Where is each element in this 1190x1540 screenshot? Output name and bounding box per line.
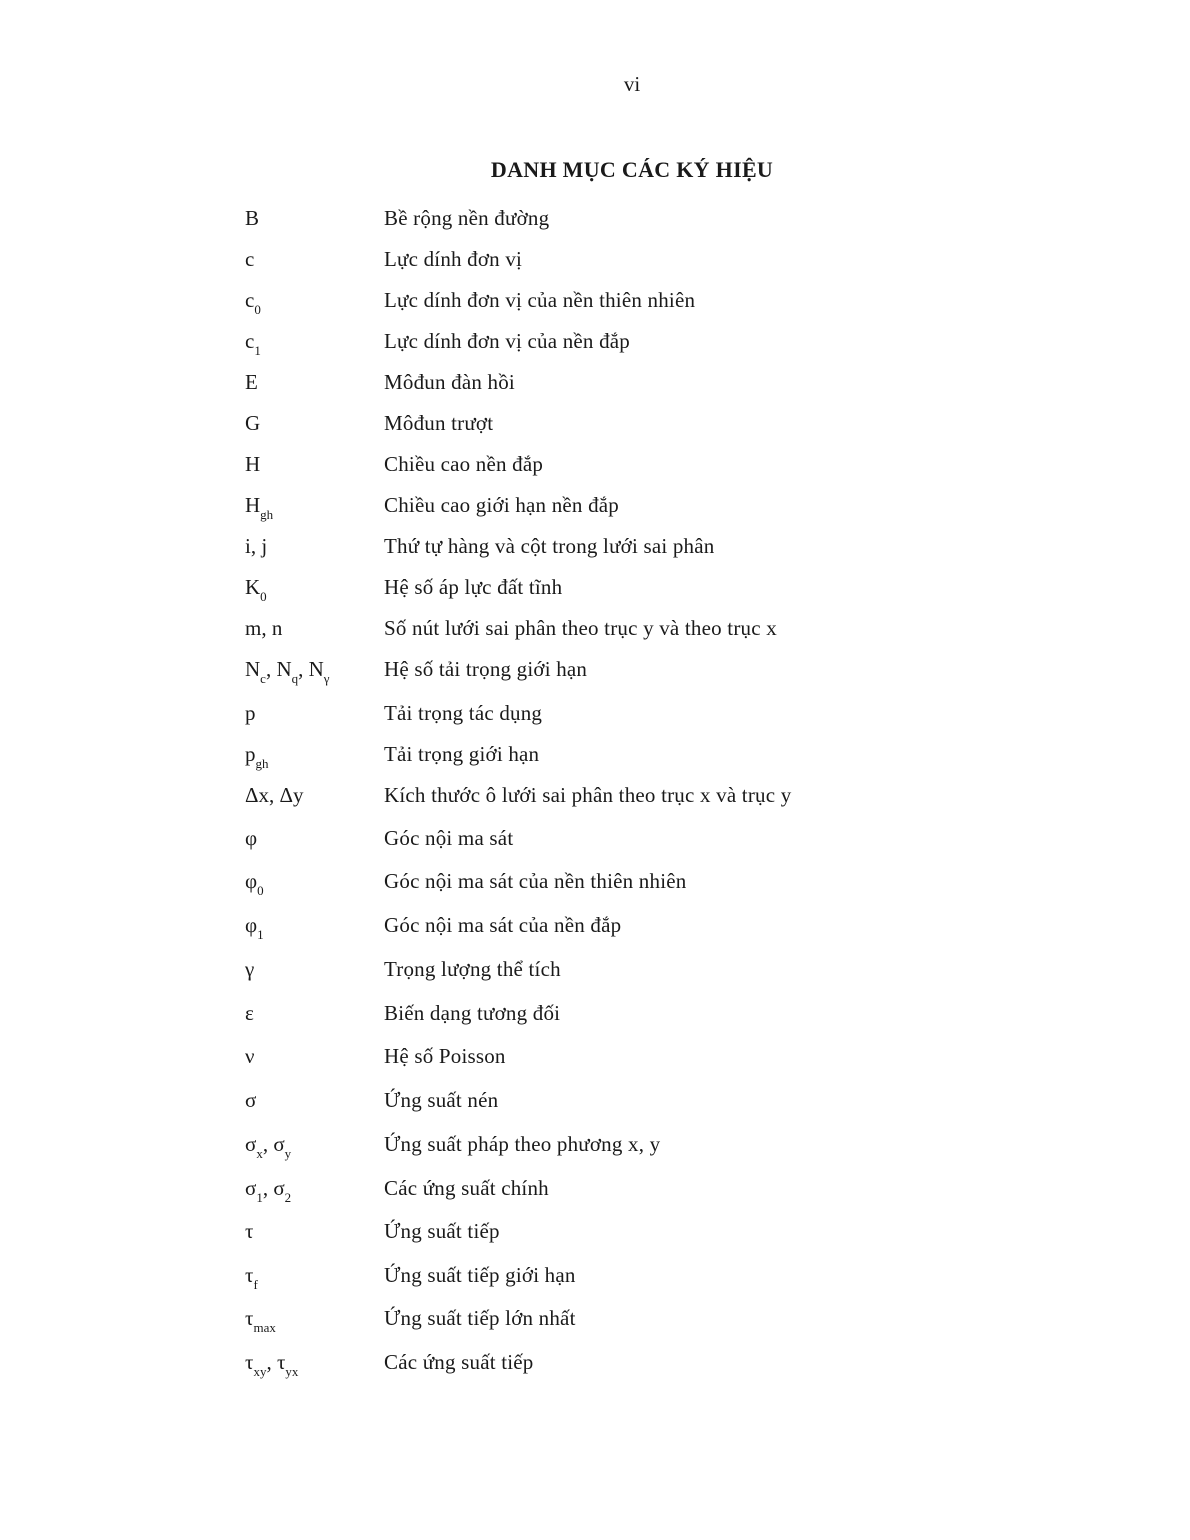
symbol-description: Hệ số Poisson bbox=[384, 1044, 506, 1068]
symbol bbox=[245, 575, 267, 604]
symbol bbox=[245, 411, 260, 436]
symbol-subscript: 0 bbox=[254, 302, 261, 317]
symbol-subscript: γ bbox=[323, 671, 330, 686]
symbol-row bbox=[0, 411, 1190, 445]
symbol bbox=[245, 370, 258, 395]
symbol-subscript: c bbox=[260, 671, 266, 686]
symbol-description: Trọng lượng thể tích bbox=[384, 957, 561, 981]
symbol-text: φ bbox=[245, 869, 258, 893]
symbol-description: Môđun đàn hồi bbox=[384, 370, 515, 394]
symbol-text: , σ bbox=[262, 1176, 285, 1200]
symbol bbox=[245, 288, 261, 317]
symbol-row bbox=[0, 329, 1190, 363]
symbol bbox=[245, 206, 259, 231]
symbol-text: ε bbox=[245, 1001, 254, 1025]
page-title: DANH MỤC CÁC KÝ HIỆU bbox=[490, 157, 774, 182]
symbol-description: Kích thước ô lưới sai phân theo trục x và trục y bbox=[384, 783, 792, 807]
symbol-subscript: x bbox=[256, 1146, 263, 1161]
symbol-description: Bề rộng nền đường bbox=[384, 206, 550, 230]
symbol bbox=[245, 1350, 299, 1379]
symbol bbox=[245, 493, 274, 522]
symbol-text: N bbox=[245, 657, 261, 681]
symbol-text: p bbox=[245, 701, 256, 725]
symbol bbox=[245, 826, 257, 851]
symbol-row bbox=[0, 1176, 1190, 1210]
symbol-row bbox=[0, 452, 1190, 486]
symbol-subscript: f bbox=[253, 1277, 258, 1292]
symbol-description: Lực dính đơn vị của nền đắp bbox=[384, 329, 630, 353]
symbol-text: φ bbox=[245, 913, 258, 937]
symbol bbox=[245, 1001, 254, 1026]
symbol-subscript: 1 bbox=[254, 343, 261, 358]
symbol bbox=[245, 783, 304, 808]
symbol-description: Ứng suất tiếp giới hạn bbox=[384, 1263, 576, 1287]
symbol-row bbox=[0, 247, 1190, 281]
symbol-text: B bbox=[245, 206, 260, 230]
symbol-row bbox=[0, 1350, 1190, 1384]
symbol-row bbox=[0, 1219, 1190, 1253]
symbol-text: , σ bbox=[262, 1132, 285, 1156]
symbol-text: τ bbox=[245, 1306, 254, 1330]
symbol-description: Môđun trượt bbox=[384, 411, 494, 435]
symbol-text: Δx, Δy bbox=[245, 783, 304, 807]
symbol-text: γ bbox=[245, 957, 255, 981]
symbol-description: Ứng suất nén bbox=[384, 1088, 499, 1112]
symbol-row bbox=[0, 869, 1190, 903]
symbol bbox=[245, 452, 260, 477]
symbol bbox=[245, 1176, 292, 1205]
symbol-row bbox=[0, 1306, 1190, 1340]
symbol-text: σ bbox=[245, 1088, 257, 1112]
symbol-subscript: q bbox=[291, 671, 299, 686]
symbol-subscript: max bbox=[253, 1320, 276, 1335]
page-number: vi bbox=[623, 72, 641, 96]
symbol-description: Chiều cao giới hạn nền đắp bbox=[384, 493, 619, 517]
symbol-text: ν bbox=[245, 1044, 255, 1068]
symbol bbox=[245, 247, 254, 272]
symbol-row bbox=[0, 913, 1190, 947]
symbol bbox=[245, 534, 267, 559]
symbol-description: Số nút lưới sai phân theo trục y và theo trục x bbox=[384, 616, 777, 640]
symbol-description: Lực dính đơn vị bbox=[384, 247, 523, 271]
symbol bbox=[245, 957, 254, 982]
symbol bbox=[245, 1088, 256, 1113]
symbol-text: c bbox=[245, 247, 255, 271]
symbol-row bbox=[0, 370, 1190, 404]
symbol-subscript: 1 bbox=[256, 1190, 263, 1205]
symbol-row bbox=[0, 1132, 1190, 1166]
symbol-description: Góc nội ma sát của nền thiên nhiên bbox=[384, 869, 687, 893]
symbol-description: Ứng suất pháp theo phương x, y bbox=[384, 1132, 661, 1156]
symbol-text: c bbox=[245, 329, 255, 353]
symbol-row bbox=[0, 288, 1190, 322]
symbol-row bbox=[0, 742, 1190, 776]
symbol-subscript: 0 bbox=[257, 883, 264, 898]
symbol-text: p bbox=[245, 742, 256, 766]
symbol-description: Lực dính đơn vị của nền thiên nhiên bbox=[384, 288, 696, 312]
symbol-row bbox=[0, 1044, 1190, 1078]
symbol-row bbox=[0, 1263, 1190, 1297]
symbol-description: Ứng suất tiếp lớn nhất bbox=[384, 1306, 576, 1330]
symbol bbox=[245, 616, 282, 641]
symbol bbox=[245, 1306, 276, 1335]
symbol-description: Biến dạng tương đối bbox=[384, 1001, 561, 1025]
symbol-text: φ bbox=[245, 826, 258, 850]
symbol-description: Tải trọng tác dụng bbox=[384, 701, 543, 725]
symbol-text: m, n bbox=[245, 616, 283, 640]
symbol-text: K bbox=[245, 575, 261, 599]
symbol-description: Ứng suất tiếp bbox=[384, 1219, 500, 1243]
symbol bbox=[245, 913, 264, 942]
symbol bbox=[245, 869, 264, 898]
symbol-text: , N bbox=[298, 657, 324, 681]
symbol-subscript: 0 bbox=[260, 589, 267, 604]
symbol bbox=[245, 329, 261, 358]
symbol-row bbox=[0, 957, 1190, 991]
symbol-row bbox=[0, 783, 1190, 817]
symbol-row bbox=[0, 206, 1190, 240]
symbol bbox=[245, 742, 269, 771]
symbol-text: i, j bbox=[245, 534, 268, 558]
symbol-row bbox=[0, 1001, 1190, 1035]
symbol-description: Thứ tự hàng và cột trong lưới sai phân bbox=[384, 534, 715, 558]
symbol-row bbox=[0, 616, 1190, 650]
symbol-text: , N bbox=[265, 657, 292, 681]
symbol-subscript: yx bbox=[285, 1364, 299, 1379]
symbol-text: H bbox=[245, 493, 261, 517]
symbol-row bbox=[0, 534, 1190, 568]
symbol bbox=[245, 1263, 258, 1292]
symbol-text: σ bbox=[245, 1176, 257, 1200]
symbol-subscript: 1 bbox=[257, 927, 264, 942]
symbol-subscript: gh bbox=[255, 756, 269, 771]
symbol-text: τ bbox=[245, 1263, 254, 1287]
symbol-text: , τ bbox=[266, 1350, 286, 1374]
symbol-text: σ bbox=[245, 1132, 257, 1156]
symbol-subscript: xy bbox=[253, 1364, 267, 1379]
symbol-row bbox=[0, 493, 1190, 527]
symbol bbox=[245, 1219, 253, 1244]
symbol-row bbox=[0, 575, 1190, 609]
symbol-text: τ bbox=[245, 1350, 254, 1374]
symbol-description: Tải trọng giới hạn bbox=[384, 742, 540, 766]
symbol-description: Góc nội ma sát bbox=[384, 826, 514, 850]
symbol-description: Hệ số áp lực đất tĩnh bbox=[384, 575, 563, 599]
symbol-row bbox=[0, 1088, 1190, 1122]
symbol-subscript: 2 bbox=[284, 1190, 292, 1205]
symbol-description: Các ứng suất chính bbox=[384, 1176, 549, 1200]
symbol-row bbox=[0, 657, 1190, 691]
symbol-text: G bbox=[245, 411, 261, 435]
symbol-text: E bbox=[245, 370, 258, 394]
symbol-text: H bbox=[245, 452, 261, 476]
symbol bbox=[245, 657, 330, 686]
symbol bbox=[245, 1044, 255, 1069]
symbol-description: Chiều cao nền đắp bbox=[384, 452, 544, 476]
symbol-subscript: y bbox=[284, 1146, 292, 1161]
symbol-row bbox=[0, 826, 1190, 860]
symbol-description: Góc nội ma sát của nền đắp bbox=[384, 913, 622, 937]
symbol-text: c bbox=[245, 288, 255, 312]
symbol-subscript: gh bbox=[260, 507, 274, 522]
symbol bbox=[245, 701, 256, 726]
symbol-description: Hệ số tải trọng giới hạn bbox=[384, 657, 588, 681]
symbol-text: τ bbox=[245, 1219, 254, 1243]
symbol-row bbox=[0, 701, 1190, 735]
symbol-description: Các ứng suất tiếp bbox=[384, 1350, 534, 1374]
symbol bbox=[245, 1132, 292, 1161]
